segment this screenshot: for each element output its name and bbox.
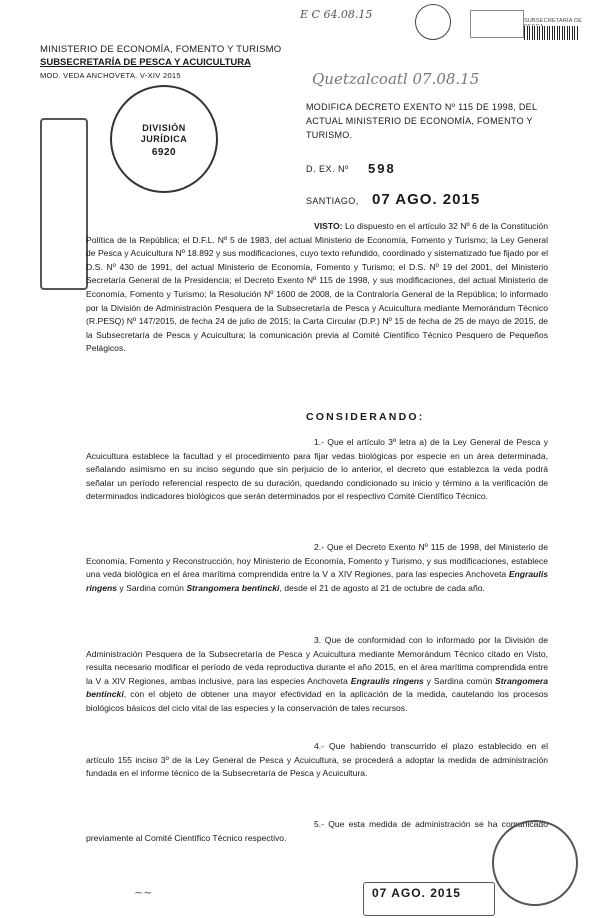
division-juridica-stamp [110,85,218,193]
document-reference-code: MOD. VEDA ANCHOVETA. V-XIV 2015 [40,71,181,80]
considerando-heading: CONSIDERANDO: [306,411,425,423]
barcode-label: SUBSECRETARÍA DE [524,18,583,24]
c3-species-anchoveta: Engraulis ringens [350,675,424,686]
official-round-seal-icon [492,820,578,906]
considerando-4: 4.- Que habiendo transcurrido el plazo establecido en el artículo 155 inciso 3º de la Ley General de Pesca y Acuicultura, se procederá a adoptar la medida de administración fundada en el informe técnico de la Subsecretaría de Pesca y Acuicultura. [86,741,548,779]
dex-number: 598 [368,161,396,176]
c3-text-c: , con el objeto de obtener una mayor efectividad en la aplicación de la medida, cautelando los procesos biológicos básicos del ciclo vital de las especies y la conservación de tales recursos. [86,689,548,713]
c3-species-sardina: Strangomera bentincki [86,675,549,700]
visto-paragraph [86,220,548,356]
santiago-label: SANTIAGO, [306,196,359,206]
registration-box [470,10,524,38]
stamp-line-division: DIVISIÓN [142,123,186,133]
stamp-number: 6920 [151,147,177,158]
decree-date: 07 AGO. 2015 [372,191,481,208]
c2-text-b: y Sardina común [117,582,187,593]
official-seal-icon [415,4,451,40]
dex-label: D. EX. Nº [306,164,349,174]
c2-text-c: , desde el 21 de agosto al 21 de octubre de cada año. [279,582,485,593]
vertical-seal-stamp [40,118,88,290]
c2-species-sardina: Strangomera bentincki [186,582,280,593]
reception-stamp-date: 07 AGO. 2015 [372,886,461,900]
barcode-icon [524,26,578,40]
considerando-1: 1.- Que el artículo 3º letra a) de la Ley General de Pesca y Acuicultura establece la facultad y el procedimiento para fijar vedas biológicas por especie en un área determinada, señalando asimismo en su inciso segundo que sin perjuicio de lo anterior, el decreto que establezca la veda podrá señalar un período referencial respecto de su duración, quedando condicionado su inicio y término a la verificación de determinados indicadores biológicos que serán determinados por el respectivo Comité Científico Técnico. [86,437,548,502]
c2-species-anchoveta: Engraulis ringens [86,569,548,593]
c2-text-a: 2.- Que el Decreto Exento Nº 115 de 1998, del Ministerio de Economía, Fomento y Reconstrucción, hoy Ministerio de Economía, Fomento y Turismo, y sus modificaciones, establece una veda biológica en el área marítima comprendida entre la V a XIV Regiones, para las especies Anchoveta [86,542,548,580]
handwritten-reference: E C 64.08.15 [300,8,373,21]
handwritten-signature: Quetzalcoatl 07.08.15 [312,70,480,88]
c3-text-a: 3. Que de conformidad con lo informado por la División de Administración Pesquera de la Subsecretaría de Pesca y Acuicultura mediante Memorándum Técnico citado en Visto, resulta necesario modificar el período de veda reproductiva durante el año 2015, en el área marítima comprendida entre la V a XIV Regiones, ambas inclusive, para las especies Anchoveta [86,635,548,686]
ministry-name: MINISTERIO DE ECONOMÍA, FOMENTO Y TURISMO [40,44,282,55]
considerando-2 [86,541,548,595]
stamp-line-juridica: JURÍDICA [140,134,188,144]
decree-subject: MODIFICA DECRETO EXENTO Nº 115 DE 1998, DEL ACTUAL MINISTERIO DE ECONOMÍA, FOMENTO Y TURISMO. [306,102,537,140]
handwritten-initials: ~~ [134,886,153,899]
visto-text: Lo dispuesto en el artículo 32 Nº 6 de la Constitución Política de la República; el D.F.L. Nº 5 de 1983, del actual Ministerio de Economía, Fomento y Turismo; la Ley General de Pesca y Acuicultura Nº 18.892 y sus modificaciones, cuyo texto refundido, coordinado y sistematizado fue fijado por el D.S. Nº 430 de 1991, del actual Ministerio de Economía, Fomento y Turismo; el D.S. Nº 19 del 2001, del Ministerio Secretaría General de la Presidencia; el Decreto Exento Nº 115 de 1998, y sus modificaciones, del actual Ministerio de Economía, Fomento y Turismo; la Resolución Nº 1600 de 2008, de la Contraloría General de la República; lo informado por la División de Administración Pesquera de la Subsecretaría de Pesca y Acuicultura mediante Memorándum Técnico (R.PESQ) Nº 147/2015, de fecha 24 de julio de 2015; la Carta Circular (D.P.) Nº 15 de fecha de 25 de mayo de 2015, de la Subsecretaría de Pesca y Acuicultura; la comunicación previa al Comité Científico Técnico Pesquero de Pequeños Pelágicos. [86,221,548,354]
c3-text-b: y Sardina común [423,675,495,686]
considerando-3 [86,634,548,716]
considerando-5: 5.- Que esta medida de administración se ha comunicado previamente al Comité Científico Técnico respectivo. [86,819,548,843]
visto-label: VISTO: [314,221,343,231]
subsecretaria-name: SUBSECRETARÍA DE PESCA Y ACUICULTURA [40,57,251,68]
